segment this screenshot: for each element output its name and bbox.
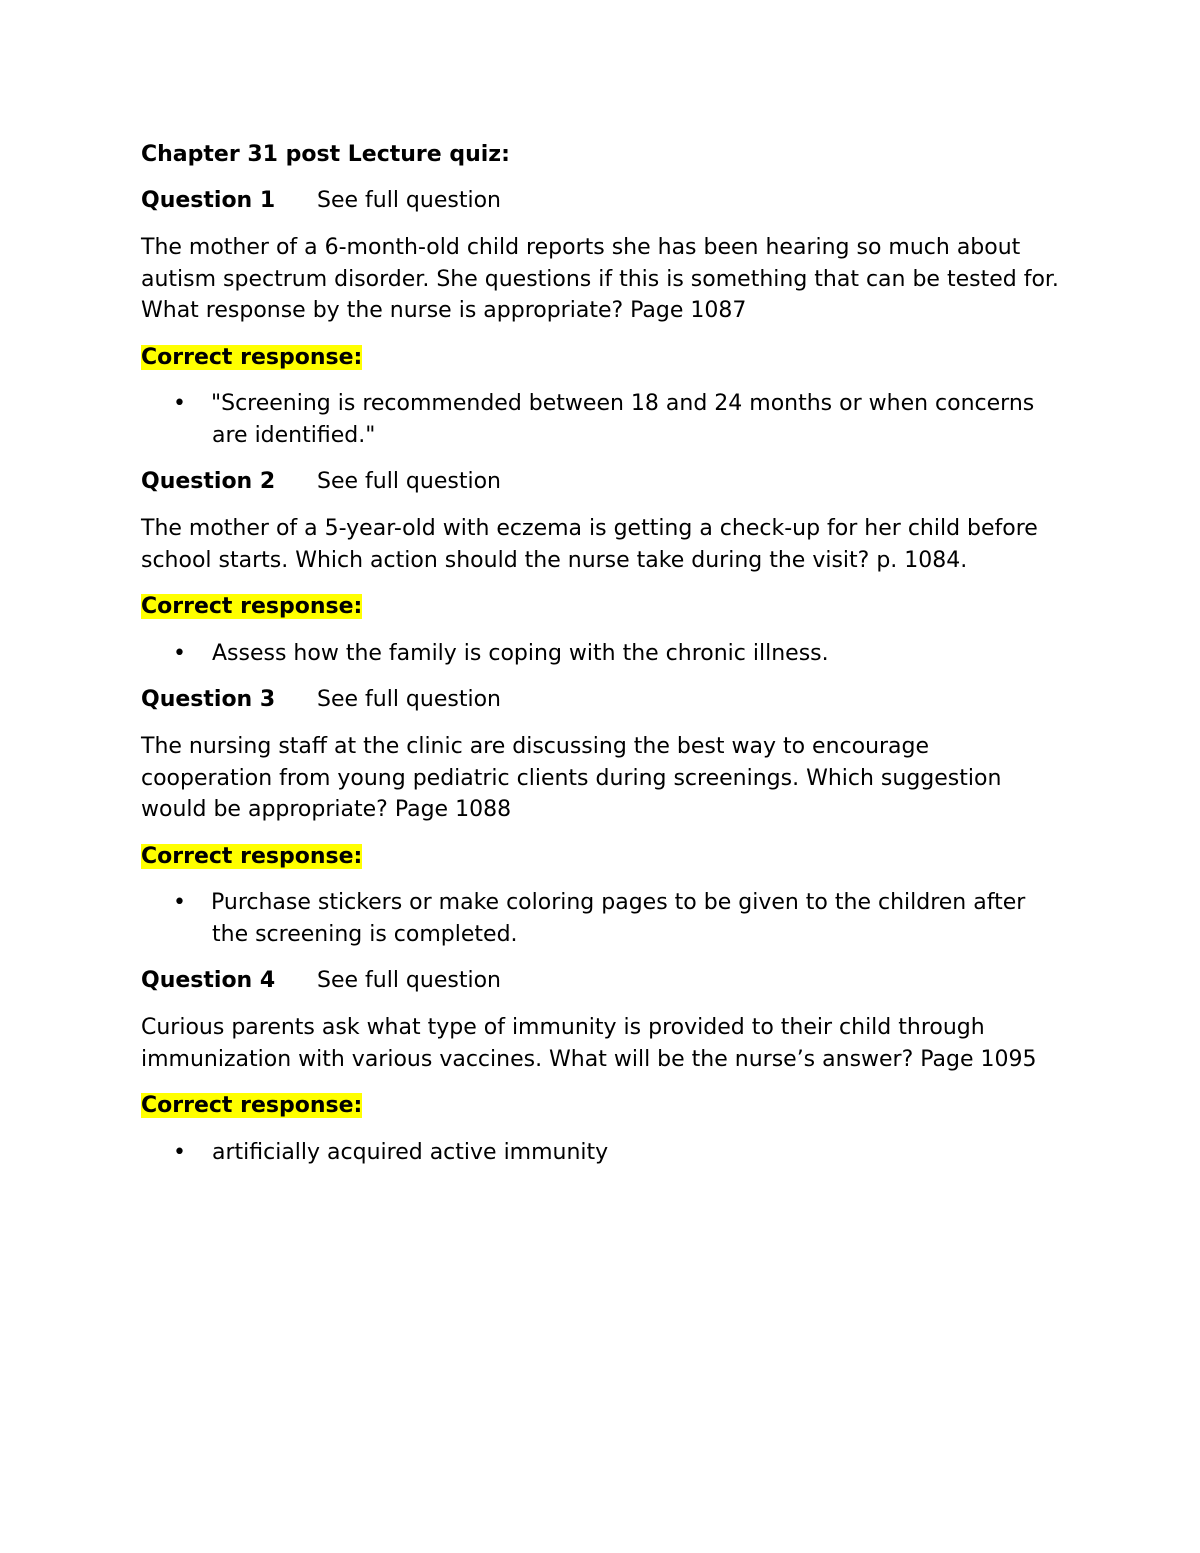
correct-response-label: Correct response: xyxy=(141,344,363,370)
see-full-question-link[interactable]: See full question xyxy=(317,968,501,993)
bullet-icon: • xyxy=(173,890,186,915)
answer-list xyxy=(141,388,1061,451)
bullet-icon: • xyxy=(173,640,186,666)
question-header xyxy=(141,684,1061,716)
question-block-2 xyxy=(141,466,1061,669)
question-label: Question 1 xyxy=(141,188,276,213)
answer-list xyxy=(141,887,1061,950)
document-title: Chapter 31 post Lecture quiz: xyxy=(141,142,510,167)
answer-list xyxy=(141,638,1061,670)
answer-text: Purchase stickers or make coloring pages to be given to the children after the screening is completed. xyxy=(204,890,1033,947)
question-block-3 xyxy=(141,684,1061,950)
correct-response-label: Correct response: xyxy=(141,1093,363,1118)
correct-response-label: Correct response: xyxy=(141,843,363,869)
answer-item xyxy=(141,1137,1061,1169)
correct-response-heading xyxy=(141,841,1061,873)
correct-response-heading xyxy=(141,591,1061,623)
answer-item xyxy=(141,887,1061,950)
correct-response-heading xyxy=(141,342,1061,374)
answer-text: artificially acquired active immunity xyxy=(212,1139,609,1165)
document-page xyxy=(141,138,1061,1183)
question-block-4 xyxy=(141,965,1061,1168)
answer-item xyxy=(141,638,1061,670)
question-block-1 xyxy=(141,185,1061,451)
bullet-icon: • xyxy=(173,391,186,416)
question-text: The mother of a 5-year-old with eczema is getting a check-up for her child before school starts. Which action should the nurse take during the visit? p. 1084. xyxy=(141,516,1038,573)
question-text: The nursing staff at the clinic are discussing the best way to encourage cooperation from young pediatric clients during screenings. Which suggestion would be appropriate? Page 1088 xyxy=(141,734,1002,822)
correct-response-label: Correct response: xyxy=(141,594,363,619)
question-label: Question 4 xyxy=(141,968,276,993)
question-label: Question 2 xyxy=(141,469,276,494)
see-full-question-link[interactable]: See full question xyxy=(317,188,501,213)
question-header xyxy=(141,185,1061,217)
question-text: Curious parents ask what type of immunity is provided to their child through immunization with various vaccines. What will be the nurse’s answer? Page 1095 xyxy=(141,1015,1037,1072)
answer-item xyxy=(141,388,1061,451)
question-text: The mother of a 6-month-old child reports she has been hearing so much about autism spectrum disorder. She questions if this is something that can be tested for. What response by the nurse is appropriate? Page 1087 xyxy=(141,235,1059,323)
see-full-question-link[interactable]: See full question xyxy=(317,687,501,712)
question-header xyxy=(141,965,1061,997)
answer-text: "Screening is recommended between 18 and 24 months or when concerns are identified." xyxy=(204,391,1042,448)
question-label: Question 3 xyxy=(141,687,276,712)
answer-text: Assess how the family is coping with the chronic illness. xyxy=(212,640,829,666)
see-full-question-link[interactable]: See full question xyxy=(317,469,501,494)
question-header xyxy=(141,466,1061,498)
answer-list xyxy=(141,1137,1061,1169)
correct-response-heading xyxy=(141,1090,1061,1122)
bullet-icon: • xyxy=(173,1139,186,1165)
